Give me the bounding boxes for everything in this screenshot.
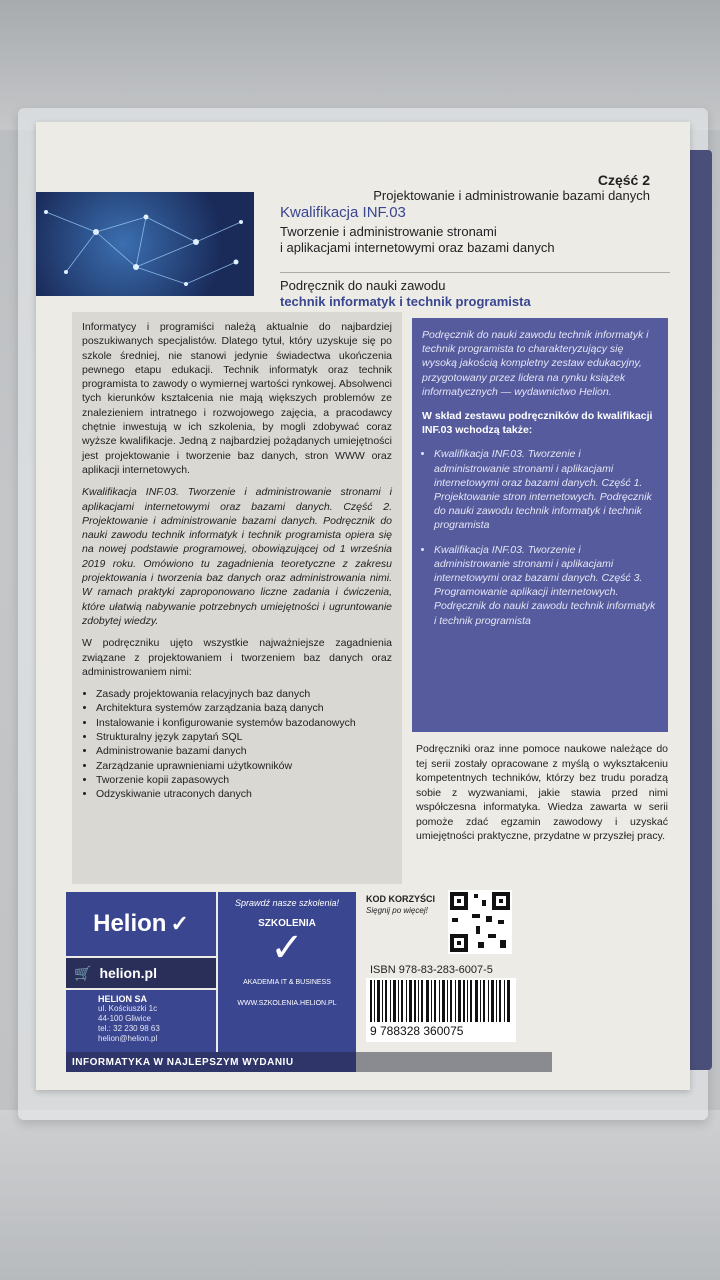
description-column	[72, 312, 402, 884]
training-title: SZKOLENIA	[258, 918, 316, 929]
divider	[280, 272, 670, 273]
paragraph-1: Informatycy i programiści należą aktualnie do najbardziej poszukiwanych specjalistów. Dlatego tytuł, który uzyskuje się po szkole średniej, nie stanowi jedynie świadectwa ukończenia pewnego etapu edukacji. Technik informatyk oraz technik programista to zawody o wymiernej wartości rynkowej. Absolwenci tych kierunków kształcenia nie mają większych problemów ze znalezieniem intratnego i rozwojowego zajęcia, a pracodawcy chętnie inwestują w ich szkolenia, by mogli zdobywać coraz wyższe kwalifikacje. Jedną z najbardziej pożądanych umiejętności jest projektowanie i tworzenie baz danych, stron WWW oraz aplikacji internetowych.	[82, 321, 392, 476]
part-label: Część 2	[597, 172, 650, 188]
network-illustration	[36, 192, 254, 296]
banner-extension	[356, 1052, 552, 1072]
list-item: • Zasady projektowania relacyjnych baz danych	[96, 687, 392, 701]
slogan-banner: INFORMATYKA W NAJLEPSZYM WYDANIU	[66, 1052, 356, 1072]
publisher-address	[66, 990, 216, 1052]
paragraph-2: Kwalifikacja INF.03. Tworzenie i administrowanie stronami i aplikacjami internetowymi oraz bazami danych. Część 2. Projektowanie i administrowanie bazami danych. Podręcznik do nauki zawodu technik informatyk i technik programista opiera się na nowej podstawie programowej, obowiązującej od 1 września 2019 roku. Omówiono tu zagadnienia teoretyczne z zakresu projektowania i tworzenia baz danych oraz administrowania nimi. W ramach praktyki zaproponowano liczne zadania i ćwiczenia, które ułatwią nabywanie potrzebnych umiejętności i ugruntowanie zdobytej wiedzy.	[82, 486, 392, 627]
website-row	[66, 958, 216, 988]
training-url: WWW.SZKOLENIA.HELION.PL	[237, 1000, 337, 1007]
series-summary: Podręczniki oraz inne pomoce naukowe należące do tej serii zostały opracowane z myślą o wykształceniu kompetentnych techników, którzy bez trudu poradzą sobie z wyzwaniami, jakie stawia przed nimi współczesna informatyka. Wiedza zawarta w serii pomoże zdać egzamin zawodowy i uzyskać umiejętności praktyczne, przydatne w przyszłej pracy.	[416, 743, 668, 842]
benefit-code-sub: Sięgnij po więcej!	[366, 906, 428, 915]
list-item: • Strukturalny język zapytań SQL	[96, 730, 392, 744]
training-subtitle: AKADEMIA IT & BUSINESS	[243, 979, 331, 986]
helion-mark-icon: ✓	[170, 911, 189, 936]
subtitle-line-2: i aplikacjami internetowymi oraz bazami danych	[280, 240, 555, 255]
training-promo: Sprawdź nasze szkolenia! SZKOLENIA ✓ AKADEMIA IT & BUSINESS WWW.SZKOLENIA.HELION.PL	[218, 892, 356, 1052]
helion-logo	[66, 892, 216, 956]
subtitle-line-1: Tworzenie i administrowanie stronami	[280, 224, 497, 239]
series-info-box	[412, 318, 668, 732]
email: helion@helion.pl	[98, 1034, 158, 1043]
website-label: helion.pl	[99, 965, 157, 981]
series-intro: Podręcznik do nauki zawodu technik informatyk i technik programista to charakteryzujący się wysoką jakością kompletny zestaw edukacyjny, przygotowany przez lidera na rynku książek informatycznych — wydawnictwo Helion.	[422, 329, 649, 398]
address-line: ul. Kościuszki 1c	[98, 1004, 158, 1013]
qr-code-icon	[448, 890, 512, 954]
list-item: • Kwalifikacja INF.03. Tworzenie i administrowanie stronami i aplikacjami internetowymi oraz bazami danych. Część 1. Projektowanie stron internetowych. Podręcznik do nauki zawodu technik informatyk i technik programista	[434, 447, 658, 532]
paragraph-3: W podręczniku ujęto wszystkie najważniejsze zagadnienia związane z projektowaniem i tworzeniem baz danych oraz administrowaniem nimi:	[82, 637, 392, 678]
book-back-cover	[36, 122, 690, 1090]
barcode-number: 9 788328 360075	[370, 1024, 464, 1038]
cart-icon: 🛒	[74, 964, 92, 981]
series-title: Projektowanie i administrowanie bazami danych	[373, 188, 650, 203]
series-list	[422, 447, 658, 627]
list-item: • Administrowanie bazami danych	[96, 744, 392, 758]
textbook-label: Podręcznik do nauki zawodu	[280, 278, 446, 293]
isbn-label: ISBN 978-83-283-6007-5	[370, 964, 493, 976]
promo-text: Sprawdź nasze szkolenia!	[234, 898, 340, 908]
table-surface	[0, 1110, 720, 1280]
logo-text: Helion	[93, 910, 167, 937]
list-item: • Odzyskiwanie utraconych danych	[96, 787, 392, 801]
list-item: • Instalowanie i konfigurowanie systemów bazodanowych	[96, 716, 392, 730]
benefit-code-label: KOD KORZYŚCI	[366, 894, 436, 904]
profession-label: technik informatyk i technik programista	[280, 294, 531, 309]
list-item: • Zarządzanie uprawnieniami użytkowników	[96, 759, 392, 773]
qualification-title: Kwalifikacja INF.03	[280, 204, 406, 221]
qualification-subtitle	[280, 224, 670, 256]
address-line: 44-100 Gliwice	[98, 1014, 151, 1023]
topic-list	[82, 687, 392, 801]
phone: tel.: 32 230 98 63	[98, 1024, 160, 1033]
list-item: • Kwalifikacja INF.03. Tworzenie i administrowanie stronami i aplikacjami internetowymi oraz bazami danych. Część 3. Programowanie aplikacji internetowych. Podręcznik do nauki zawodu technik informatyk i technik programista	[434, 543, 658, 628]
list-item: • Tworzenie kopii zapasowych	[96, 773, 392, 787]
book-spine	[690, 150, 712, 1070]
series-heading: W skład zestawu podręczników do kwalifikacji INF.03 wchodzą także:	[422, 410, 653, 437]
company-name: HELION SA	[98, 994, 148, 1004]
list-item: • Architektura systemów zarządzania bazą danych	[96, 701, 392, 715]
